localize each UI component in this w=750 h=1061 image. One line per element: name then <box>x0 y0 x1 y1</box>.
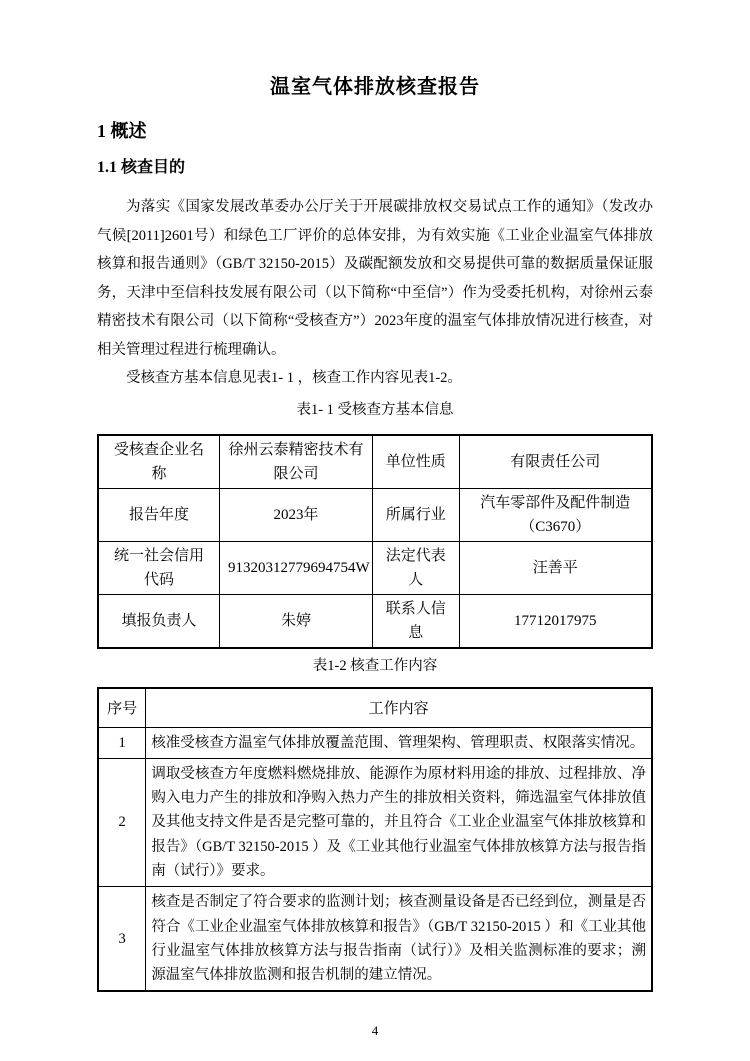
cell-label-filer: 填报负责人 <box>98 594 219 648</box>
cell-label-report-year: 报告年度 <box>98 488 219 541</box>
cell-content-2: 调取受核查方年度燃料燃烧排放、能源作为原材料用途的排放、过程排放、净购入电力产生的排放和净购入热力产生的排放相关资料，筛选温室气体排放值及其他支持文件是否是完整可靠的，并且符合《工业企业温室气体排放核算和报告》（GB/T 32150-2015 ）及《工业其他行业温室气体排放核算方法与报告指南（试行）》要求。 <box>146 758 652 886</box>
cell-content-3: 核查是否制定了符合要求的监测计划；核查测量设备是否已经到位，测量是否符合《工业企业温室气体排放核算和报告》（GB/T 32150-2015 ）和《工业其他行业温室气体排放核算方法与报告指南（试行）》及相关监测标准的要求；溯源温室气体排放监测和报告机制的建立情况。 <box>146 887 652 992</box>
cell-value-report-year: 2023年 <box>219 488 372 541</box>
cell-seq-2: 2 <box>98 758 146 886</box>
table-header-row <box>98 688 652 728</box>
cell-value-company-name: 徐州云泰精密技术有限公司 <box>219 435 372 489</box>
cell-value-credit-code: 91320312779694754W <box>219 541 372 594</box>
document-title: 温室气体排放核查报告 <box>270 76 480 98</box>
cell-value-filer: 朱婷 <box>219 594 372 648</box>
table-row <box>98 488 652 541</box>
table-row <box>98 594 652 648</box>
table-row <box>98 541 652 594</box>
cell-seq-1: 1 <box>98 727 146 758</box>
cell-seq-3: 3 <box>98 887 146 992</box>
cell-value-contact: 17712017975 <box>459 594 652 648</box>
cell-label-company-name: 受核查企业名称 <box>98 435 219 489</box>
cell-value-legal-rep: 汪善平 <box>459 541 652 594</box>
cell-content-1: 核准受核查方温室气体排放覆盖范围、管理架构、管理职责、权限落实情况。 <box>146 727 652 758</box>
paragraph-verification-purpose: 为落实《国家发展改革委办公厅关于开展碳排放权交易试点工作的通知》（发改办气候[2011]2601号）和绿色工厂评价的总体安排，为有效实施《工业企业温室气体排放核算和报告通则》（GB/T 32150-2015）及碳配额发放和交易提供可靠的数据质量保证服务，天津中至信科技发展有限公司（以下简称“中至信”）作为受委托机构，对徐州云泰精密技术有限公司（以下简称“受核查方”）2023年度的温室气体排放情况进行核查，对相关管理过程进行梳理确认。 <box>97 199 653 358</box>
cell-label-industry: 所属行业 <box>373 488 460 541</box>
table-row <box>98 727 652 758</box>
basic-info-table <box>97 434 653 649</box>
table1-caption: 表1- 1 受核查方基本信息 <box>296 401 454 418</box>
cell-label-unit-nature: 单位性质 <box>373 435 460 489</box>
page-number: 4 <box>371 1023 379 1038</box>
subsection-heading-purpose: 1.1 核查目的 <box>97 159 186 176</box>
cell-label-contact: 联系人信息 <box>373 594 460 648</box>
table-row <box>98 435 652 489</box>
table2-caption: 表1-2 核查工作内容 <box>312 657 438 674</box>
header-work-content: 工作内容 <box>146 688 652 728</box>
table-row <box>98 758 652 886</box>
cell-label-legal-rep: 法定代表人 <box>373 541 460 594</box>
work-content-table <box>97 687 653 993</box>
table-row <box>98 887 652 992</box>
section-heading-overview: 1 概述 <box>97 121 147 141</box>
header-seq-no: 序号 <box>98 688 146 728</box>
cell-value-industry: 汽车零部件及配件制造（C3670） <box>459 488 652 541</box>
paragraph-table-references: 受核查方基本信息见表1- 1 ，核查工作内容见表1-2。 <box>126 370 462 386</box>
cell-label-credit-code: 统一社会信用代码 <box>98 541 219 594</box>
cell-value-unit-nature: 有限责任公司 <box>459 435 652 489</box>
